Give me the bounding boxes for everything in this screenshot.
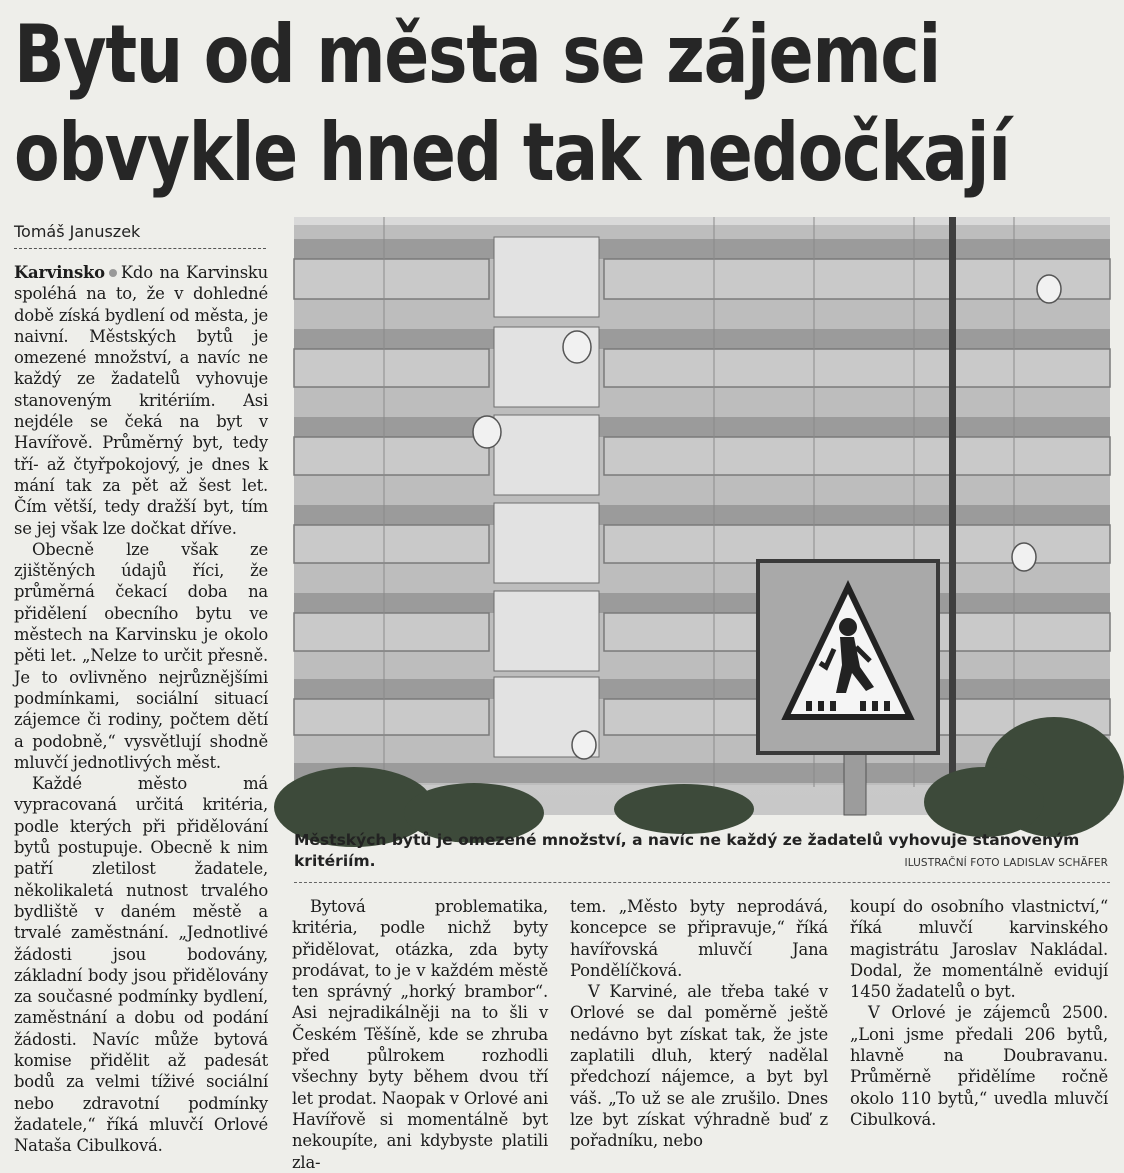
paragraph-3: Každé město má vypracovaná určitá kritéria, podle kterých při přidělování bytů postupuje. Obecně k nim patří zletilost žadatele, několikaletá nutnost trvalého bydliště v daném městě a trvalé zaměstnání. „Jednotlivé žádosti jsou bodovány, základní body jsou přidělovány za současné podmínky bydlení, zaměstnání a dobu od podání žádosti. Navíc může bytová komise přidělit až padesát bodů za velmi tíživé sociální nebo zdravotní podmínky žadatele,“ říká mluvčí Orlové Nataša Cibulková. [14,774,268,1156]
caption-divider [294,882,1110,883]
article-column-4 [850,896,1108,1144]
paragraph-1 [14,262,268,539]
author-byline: Tomáš Januszek [14,222,141,241]
photo-credit: ILUSTRAČNÍ FOTO LADISLAV SCHÄFER [904,857,1108,869]
paragraph-1-text: Kdo na Karvinsku spoléhá na to, že v dohledné době získá bydlení od města, je naivní. Městských bytů je omezené množství, a navíc ne každý ze žadatelů vyhovuje stanoveným kritériím. Asi nejdéle se čeká na byt v Havířově. Průměrný byt, tedy tří- až čtyřpokojový, je dnes k mání tak za pět až šest let. Čím větší, tedy dražší byt, tím se jej však lze dočkat dříve. [14,263,268,538]
bullet-icon [109,269,117,277]
article-column-1 [14,262,268,1156]
article-column-2 [292,896,548,1172]
article-column-3 [570,896,828,1151]
headline-line-1: Bytu od města se zájemci [14,8,941,101]
photo-caption: Městských bytů je omezené množství, a navíc ne každý ze žadatelů vyhovuje stanoveným kritériím. [294,831,1080,870]
pedestrian-crossing-sign-icon [758,561,938,753]
byline-divider [14,248,266,249]
paragraph-2: Obecně lze však ze zjištěných údajů říci, že průměrná čekací doba na přidělení obecního bytu ve městech na Karvinsku je okolo pěti let. „Nelze to určit přesně. Je to ovlivněno nejrůznějšími podmínkami, sociální situací zájemce či rodiny, počtem dětí a podobně,“ vysvětlují shodně mluvčí jednotlivých měst. [14,539,268,772]
dateline: Karvinsko [14,263,105,282]
headline-line-2: obvykle hned tak nedočkají [14,106,1010,199]
headline [14,6,1010,202]
photo-illustration [294,217,1110,815]
paragraph-5: tem. „Město byty neprodává, koncepce se připravuje,“ říká havířovská mluvčí Jana Pondělíčková. [570,897,828,980]
paragraph-6: V Karviné, ale třeba také v Orlové se dal poměrně ještě nedávno byt získat tak, že jste zaplatili dluh, který nadělal předchozí nájemce, a byt byl váš. „To už se ale zrušilo. Dnes lze byt získat výhradně buď z pořadníku, nebo [570,982,828,1151]
paragraph-7: koupí do osobního vlastnictví,“ říká mluvčí karvinského magistrátu Jaroslav Nakládal. Dodal, že momentálně evidují 1450 žadatelů o byt. [850,897,1108,1002]
paragraph-4: Bytová problematika, kritéria, podle nichž byty přidělovat, otázka, zda byty prodávat, to je v každém městě ten správný „horký brambor“. Asi nejradikálněji na to šli v Českém Těšíně, kde se zhruba před půlrokem rozhodli všechny byty během dvou tří let prodat. Naopak v Orlové ani Havířově si momentálně byt nekoupíte, ani kdybyste platili zla- [292,897,548,1172]
apartment-building-photo [294,217,1110,815]
paragraph-8: V Orlové je zájemců 2500. „Loni jsme předali 206 bytů, hlavně na Doubravanu. Průměrně přidělíme ročně okolo 110 bytů,“ uvedla mluvčí Cibulková. [850,1003,1108,1129]
